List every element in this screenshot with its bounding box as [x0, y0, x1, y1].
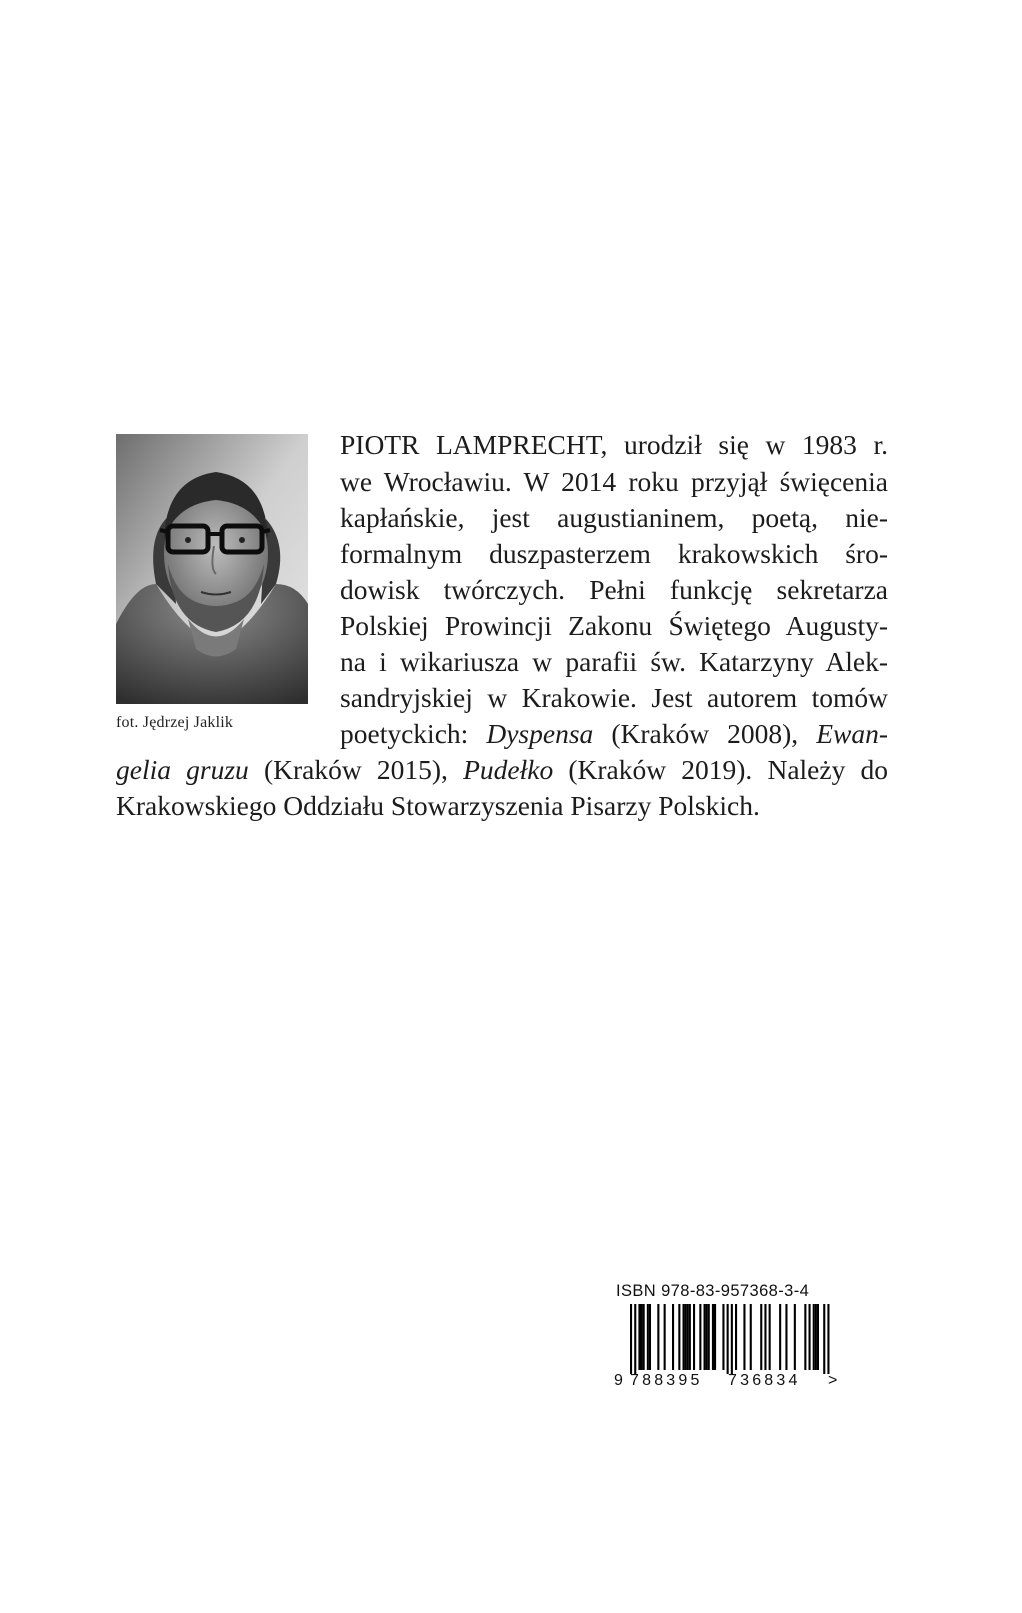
barcode-image [616, 1304, 840, 1374]
barcode-bar [794, 1304, 796, 1370]
barcode-bar [827, 1304, 829, 1374]
barcode-bar [731, 1304, 733, 1374]
barcode-bar [647, 1304, 649, 1370]
barcode-bar [638, 1304, 640, 1370]
bio-text: (Kraków 2015), [248, 754, 464, 785]
bio-line: kapłańskie, jest augustianinem, poetą, nie- [340, 502, 888, 533]
book-title-ewangelia-part1: Ewan- [816, 718, 888, 749]
book-title-pudelko: Pudełko [463, 754, 554, 785]
barcode-bar [649, 1304, 651, 1370]
barcode-bar [678, 1304, 680, 1370]
barcode-bar [785, 1304, 787, 1370]
barcode-bar [685, 1304, 687, 1370]
bio-text: poetyckich: [340, 718, 487, 749]
bio-text: (Kraków 2008), [593, 718, 817, 749]
barcode-bar [809, 1304, 811, 1370]
photo-caption: fot. Jędrzej Jaklik [116, 714, 234, 731]
barcode-bar [706, 1304, 708, 1370]
bio-line-titles [116, 753, 888, 787]
barcode-bar [689, 1304, 691, 1370]
bio-text: (Kraków 2019). Należy do [553, 754, 889, 785]
bio-line: formalnym duszpasterzem krakowskich śro- [340, 538, 888, 569]
barcode-bar [750, 1304, 752, 1370]
isbn-label: ISBN 978-83-957368-3-4 [616, 1282, 810, 1300]
barcode-end-mark: > [828, 1372, 838, 1389]
barcode-bar [657, 1304, 659, 1370]
barcode-bar [823, 1304, 825, 1374]
bio-line: sandryjskiej w Krakowie. Jest autorem tomów [340, 682, 888, 713]
barcode-digits-left: 788395 [630, 1372, 703, 1389]
barcode-bar [630, 1304, 632, 1374]
barcode-bar [769, 1304, 771, 1370]
barcode-bar [817, 1304, 819, 1370]
barcode-bar [664, 1304, 666, 1370]
barcode-bar [699, 1304, 701, 1370]
bio-line-last: Krakowskiego Oddziału Stowarzyszenia Pisarzy Polskich. [116, 790, 760, 821]
barcode-bar [641, 1304, 643, 1370]
barcode-bar [712, 1304, 714, 1370]
barcode-bar [722, 1304, 724, 1370]
book-title-ewangelia-part2: gelia gruzu [116, 754, 249, 785]
book-title-dyspensa: Dyspensa [486, 718, 594, 749]
barcode-bar [735, 1304, 737, 1370]
barcode-bar [704, 1304, 706, 1370]
barcode-bar [693, 1304, 695, 1370]
bio-line: dowisk twórczych. Pełni funkcję sekretarza [340, 574, 888, 605]
barcode-bar [760, 1304, 762, 1370]
barcode-bar [687, 1304, 689, 1370]
bio-line: na i wikariusza w parafii św. Katarzyny Alek- [340, 646, 888, 677]
barcode-bar [815, 1304, 817, 1370]
isbn-barcode-block [616, 1282, 840, 1394]
barcode-bar [813, 1304, 815, 1370]
barcode-bar [634, 1304, 636, 1374]
barcode-bar [743, 1304, 745, 1370]
barcode-bar [672, 1304, 674, 1370]
barcode-bar [683, 1304, 685, 1370]
barcode-bar [764, 1304, 766, 1370]
bio-line: PIOTR LAMPRECHT, urodził się w 1983 r. [340, 429, 888, 460]
barcode-bar [779, 1304, 781, 1370]
bio-line-titles [340, 717, 888, 751]
barcode-bar [643, 1304, 645, 1370]
barcode-bar [727, 1304, 729, 1374]
barcode-bar [714, 1304, 716, 1370]
bio-line: we Wrocławiu. W 2014 roku przyjął święcenia [340, 466, 888, 497]
barcode-bar [708, 1304, 710, 1370]
barcode-bar [804, 1304, 806, 1370]
barcode-digits-right: 736834 [728, 1372, 801, 1389]
bio-line: Polskiej Prowincji Zakonu Świętego Augusty- [340, 610, 888, 641]
barcode-digit-first: 9 [614, 1372, 623, 1389]
